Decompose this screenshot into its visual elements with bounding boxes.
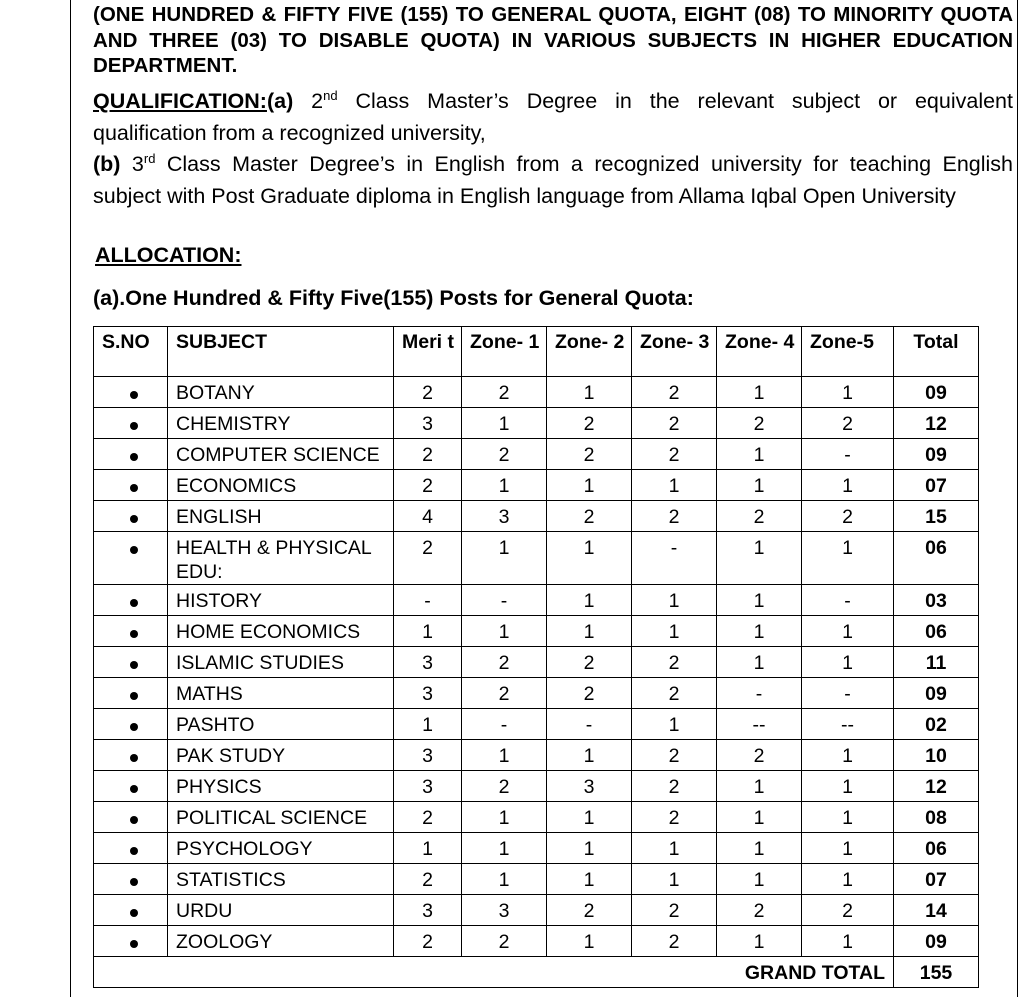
value-cell: 2 bbox=[547, 439, 632, 470]
value-cell: 1 bbox=[462, 470, 547, 501]
value-cell: 1 bbox=[802, 532, 894, 585]
bullet-icon bbox=[130, 909, 138, 917]
subject-cell: PSYCHOLOGY bbox=[168, 833, 394, 864]
value-cell: 1 bbox=[632, 833, 717, 864]
value-cell: 1 bbox=[802, 926, 894, 957]
total-cell: 03 bbox=[894, 585, 979, 616]
value-cell: 1 bbox=[802, 377, 894, 408]
column-header: Zone- 3 bbox=[632, 327, 717, 377]
value-cell: 2 bbox=[462, 771, 547, 802]
qualification-section bbox=[93, 86, 1013, 212]
bullet-cell bbox=[94, 585, 168, 616]
value-cell: 1 bbox=[717, 616, 802, 647]
value-cell: 1 bbox=[802, 740, 894, 771]
value-cell: 1 bbox=[802, 616, 894, 647]
bullet-cell bbox=[94, 501, 168, 532]
value-cell: 1 bbox=[547, 802, 632, 833]
subject-cell: STATISTICS bbox=[168, 864, 394, 895]
column-header: Zone- 2 bbox=[547, 327, 632, 377]
value-cell: 1 bbox=[632, 616, 717, 647]
value-cell: 2 bbox=[394, 532, 462, 585]
value-cell: 1 bbox=[802, 647, 894, 678]
grand-total-value: 155 bbox=[894, 957, 979, 988]
value-cell: 2 bbox=[394, 864, 462, 895]
value-cell: 1 bbox=[462, 408, 547, 439]
value-cell: 2 bbox=[462, 439, 547, 470]
bullet-cell bbox=[94, 864, 168, 895]
value-cell: 2 bbox=[394, 926, 462, 957]
value-cell: - bbox=[462, 585, 547, 616]
bullet-icon bbox=[130, 484, 138, 492]
document-heading: (ONE HUNDRED & FIFTY FIVE (155) TO GENERAL QUOTA, EIGHT (08) TO MINORITY QUOTA AND THREE (03) TO DISABLE QUOTA) IN VARIOUS SUBJECTS IN HIGHER EDUCATION DEPARTMENT. bbox=[93, 3, 1013, 77]
value-cell: 2 bbox=[632, 408, 717, 439]
total-cell: 07 bbox=[894, 470, 979, 501]
bullet-cell bbox=[94, 802, 168, 833]
table-row bbox=[94, 895, 979, 926]
value-cell: 1 bbox=[547, 833, 632, 864]
column-header: Total bbox=[894, 327, 979, 377]
table-row bbox=[94, 585, 979, 616]
value-cell: 1 bbox=[394, 833, 462, 864]
value-cell: 2 bbox=[802, 895, 894, 926]
value-cell: -- bbox=[717, 709, 802, 740]
value-cell: 2 bbox=[547, 678, 632, 709]
value-cell: 1 bbox=[632, 470, 717, 501]
total-cell: 09 bbox=[894, 678, 979, 709]
table-row bbox=[94, 864, 979, 895]
value-cell: - bbox=[802, 678, 894, 709]
value-cell: 1 bbox=[717, 647, 802, 678]
value-cell: - bbox=[802, 439, 894, 470]
value-cell: - bbox=[632, 532, 717, 585]
bullet-icon bbox=[130, 816, 138, 824]
value-cell: 3 bbox=[394, 740, 462, 771]
value-cell: 2 bbox=[547, 895, 632, 926]
value-cell: 2 bbox=[547, 647, 632, 678]
bullet-cell bbox=[94, 439, 168, 470]
total-cell: 08 bbox=[894, 802, 979, 833]
column-header: SUBJECT bbox=[168, 327, 394, 377]
table-row bbox=[94, 408, 979, 439]
value-cell: 2 bbox=[462, 377, 547, 408]
bullet-icon bbox=[130, 453, 138, 461]
qualification-a-marker: (a) bbox=[266, 89, 294, 113]
value-cell: 1 bbox=[547, 470, 632, 501]
value-cell: 2 bbox=[802, 408, 894, 439]
qualification-label: QUALIFICATION: bbox=[93, 89, 267, 113]
subject-cell: ZOOLOGY bbox=[168, 926, 394, 957]
table-row bbox=[94, 616, 979, 647]
value-cell: 2 bbox=[632, 771, 717, 802]
subject-cell: BOTANY bbox=[168, 377, 394, 408]
bullet-cell bbox=[94, 926, 168, 957]
value-cell: 3 bbox=[547, 771, 632, 802]
allocation-table bbox=[93, 326, 979, 988]
value-cell: 2 bbox=[632, 647, 717, 678]
bullet-icon bbox=[130, 723, 138, 731]
value-cell: -- bbox=[802, 709, 894, 740]
subject-cell: PAK STUDY bbox=[168, 740, 394, 771]
value-cell: 1 bbox=[394, 616, 462, 647]
value-cell: 3 bbox=[394, 647, 462, 678]
value-cell: 1 bbox=[632, 864, 717, 895]
value-cell: 3 bbox=[462, 501, 547, 532]
bullet-cell bbox=[94, 678, 168, 709]
total-cell: 15 bbox=[894, 501, 979, 532]
total-cell: 09 bbox=[894, 439, 979, 470]
subject-cell: HEALTH & PHYSICAL EDU: bbox=[168, 532, 394, 585]
grand-total-row bbox=[94, 957, 979, 988]
total-cell: 14 bbox=[894, 895, 979, 926]
column-header: Zone-5 bbox=[802, 327, 894, 377]
bullet-icon bbox=[130, 391, 138, 399]
subject-cell: URDU bbox=[168, 895, 394, 926]
allocation-title: ALLOCATION: bbox=[95, 243, 242, 267]
value-cell: 3 bbox=[394, 771, 462, 802]
subject-cell: PHYSICS bbox=[168, 771, 394, 802]
value-cell: 1 bbox=[462, 740, 547, 771]
bullet-icon bbox=[130, 661, 138, 669]
value-cell: 1 bbox=[717, 864, 802, 895]
bullet-cell bbox=[94, 616, 168, 647]
value-cell: 1 bbox=[717, 585, 802, 616]
value-cell: 2 bbox=[547, 501, 632, 532]
value-cell: 2 bbox=[462, 678, 547, 709]
total-cell: 10 bbox=[894, 740, 979, 771]
value-cell: 2 bbox=[632, 439, 717, 470]
value-cell: 2 bbox=[717, 501, 802, 532]
bullet-cell bbox=[94, 895, 168, 926]
value-cell: 2 bbox=[717, 740, 802, 771]
value-cell: 4 bbox=[394, 501, 462, 532]
qualification-b: (b) 3rd Class Master Degree’s in English from a recognized university for teaching English subject with Post Graduate diploma in English language from Allama Iqbal Open University bbox=[93, 151, 1013, 208]
bullet-cell bbox=[94, 709, 168, 740]
value-cell: 2 bbox=[717, 408, 802, 439]
bullet-cell bbox=[94, 647, 168, 678]
bullet-cell bbox=[94, 771, 168, 802]
table-row bbox=[94, 647, 979, 678]
right-margin-line bbox=[1017, 0, 1018, 997]
value-cell: 1 bbox=[717, 802, 802, 833]
value-cell: 2 bbox=[632, 926, 717, 957]
value-cell: 1 bbox=[547, 377, 632, 408]
bullet-icon bbox=[130, 878, 138, 886]
value-cell: 1 bbox=[462, 616, 547, 647]
total-cell: 09 bbox=[894, 377, 979, 408]
column-header: Meri t bbox=[394, 327, 462, 377]
value-cell: 1 bbox=[462, 833, 547, 864]
subject-cell: POLITICAL SCIENCE bbox=[168, 802, 394, 833]
value-cell: 1 bbox=[717, 470, 802, 501]
value-cell: 1 bbox=[547, 585, 632, 616]
value-cell: 1 bbox=[802, 771, 894, 802]
value-cell: 1 bbox=[462, 864, 547, 895]
value-cell: 2 bbox=[802, 501, 894, 532]
bullet-icon bbox=[130, 546, 138, 554]
table-row bbox=[94, 926, 979, 957]
value-cell: 3 bbox=[394, 895, 462, 926]
value-cell: 1 bbox=[717, 377, 802, 408]
value-cell: 1 bbox=[547, 532, 632, 585]
value-cell: 1 bbox=[394, 709, 462, 740]
bullet-icon bbox=[130, 692, 138, 700]
value-cell: 2 bbox=[394, 439, 462, 470]
bullet-cell bbox=[94, 377, 168, 408]
subject-cell: PASHTO bbox=[168, 709, 394, 740]
total-cell: 12 bbox=[894, 408, 979, 439]
value-cell: 1 bbox=[717, 532, 802, 585]
total-cell: 02 bbox=[894, 709, 979, 740]
bullet-icon bbox=[130, 515, 138, 523]
subject-cell: ENGLISH bbox=[168, 501, 394, 532]
subject-cell: HOME ECONOMICS bbox=[168, 616, 394, 647]
table-row bbox=[94, 377, 979, 408]
grand-total-label: GRAND TOTAL bbox=[94, 957, 894, 988]
value-cell: 2 bbox=[462, 926, 547, 957]
bullet-icon bbox=[130, 785, 138, 793]
value-cell: 1 bbox=[802, 470, 894, 501]
table-row bbox=[94, 501, 979, 532]
value-cell: 1 bbox=[717, 833, 802, 864]
subject-cell: MATHS bbox=[168, 678, 394, 709]
table-row bbox=[94, 833, 979, 864]
value-cell: 2 bbox=[632, 895, 717, 926]
bullet-icon bbox=[130, 847, 138, 855]
table-row bbox=[94, 740, 979, 771]
value-cell: 1 bbox=[802, 833, 894, 864]
table-row bbox=[94, 802, 979, 833]
value-cell: - bbox=[394, 585, 462, 616]
value-cell: 2 bbox=[632, 501, 717, 532]
value-cell: 3 bbox=[462, 895, 547, 926]
value-cell: 1 bbox=[547, 616, 632, 647]
value-cell: 2 bbox=[394, 470, 462, 501]
subject-cell: HISTORY bbox=[168, 585, 394, 616]
value-cell: - bbox=[717, 678, 802, 709]
total-cell: 11 bbox=[894, 647, 979, 678]
total-cell: 07 bbox=[894, 864, 979, 895]
table-header-row bbox=[94, 327, 979, 377]
value-cell: 1 bbox=[632, 585, 717, 616]
value-cell: 3 bbox=[394, 408, 462, 439]
qualification-a: QUALIFICATION:(a) 2nd Class Master’s Degree in the relevant subject or equivalent qualification from a recognized university, bbox=[93, 88, 1013, 145]
column-header: Zone- 4 bbox=[717, 327, 802, 377]
bullet-icon bbox=[130, 630, 138, 638]
value-cell: 2 bbox=[462, 647, 547, 678]
value-cell: 1 bbox=[547, 740, 632, 771]
total-cell: 06 bbox=[894, 532, 979, 585]
subject-cell: COMPUTER SCIENCE bbox=[168, 439, 394, 470]
table-title: (a).One Hundred & Fifty Five(155) Posts for General Quota: bbox=[93, 286, 694, 310]
subject-cell: CHEMISTRY bbox=[168, 408, 394, 439]
column-header: Zone- 1 bbox=[462, 327, 547, 377]
value-cell: 1 bbox=[547, 926, 632, 957]
value-cell: 1 bbox=[462, 802, 547, 833]
table-row bbox=[94, 771, 979, 802]
left-margin-line bbox=[70, 0, 71, 997]
bullet-icon bbox=[130, 754, 138, 762]
total-cell: 09 bbox=[894, 926, 979, 957]
bullet-cell bbox=[94, 833, 168, 864]
value-cell: - bbox=[547, 709, 632, 740]
table-row bbox=[94, 532, 979, 585]
value-cell: 1 bbox=[717, 926, 802, 957]
bullet-cell bbox=[94, 470, 168, 501]
value-cell: 1 bbox=[547, 864, 632, 895]
table-row bbox=[94, 678, 979, 709]
total-cell: 06 bbox=[894, 833, 979, 864]
value-cell: 3 bbox=[394, 678, 462, 709]
value-cell: 2 bbox=[394, 802, 462, 833]
value-cell: 1 bbox=[802, 864, 894, 895]
value-cell: 2 bbox=[632, 802, 717, 833]
table-row bbox=[94, 709, 979, 740]
value-cell: 2 bbox=[394, 377, 462, 408]
value-cell: - bbox=[462, 709, 547, 740]
table-row bbox=[94, 439, 979, 470]
qualification-b-text: Class Master Degree’s in English from a recognized university for teaching English subject with Post Graduate diploma in English language from Allama Iqbal Open University bbox=[93, 152, 1013, 208]
total-cell: 12 bbox=[894, 771, 979, 802]
bullet-cell bbox=[94, 740, 168, 771]
value-cell: 1 bbox=[717, 439, 802, 470]
value-cell: 2 bbox=[632, 377, 717, 408]
qualification-b-marker: (b) bbox=[93, 152, 121, 176]
value-cell: 2 bbox=[717, 895, 802, 926]
value-cell: 1 bbox=[462, 532, 547, 585]
bullet-icon bbox=[130, 599, 138, 607]
qualification-a-text: Class Master’s Degree in the relevant subject or equivalent qualification from a recognized university, bbox=[93, 89, 1013, 145]
bullet-cell bbox=[94, 408, 168, 439]
value-cell: 1 bbox=[717, 771, 802, 802]
bullet-cell bbox=[94, 532, 168, 585]
value-cell: 2 bbox=[547, 408, 632, 439]
column-header: S.NO bbox=[94, 327, 168, 377]
total-cell: 06 bbox=[894, 616, 979, 647]
value-cell: 1 bbox=[802, 802, 894, 833]
bullet-icon bbox=[130, 422, 138, 430]
bullet-icon bbox=[130, 940, 138, 948]
value-cell: - bbox=[802, 585, 894, 616]
value-cell: 2 bbox=[632, 740, 717, 771]
value-cell: 1 bbox=[632, 709, 717, 740]
table-row bbox=[94, 470, 979, 501]
value-cell: 2 bbox=[632, 678, 717, 709]
subject-cell: ECONOMICS bbox=[168, 470, 394, 501]
subject-cell: ISLAMIC STUDIES bbox=[168, 647, 394, 678]
